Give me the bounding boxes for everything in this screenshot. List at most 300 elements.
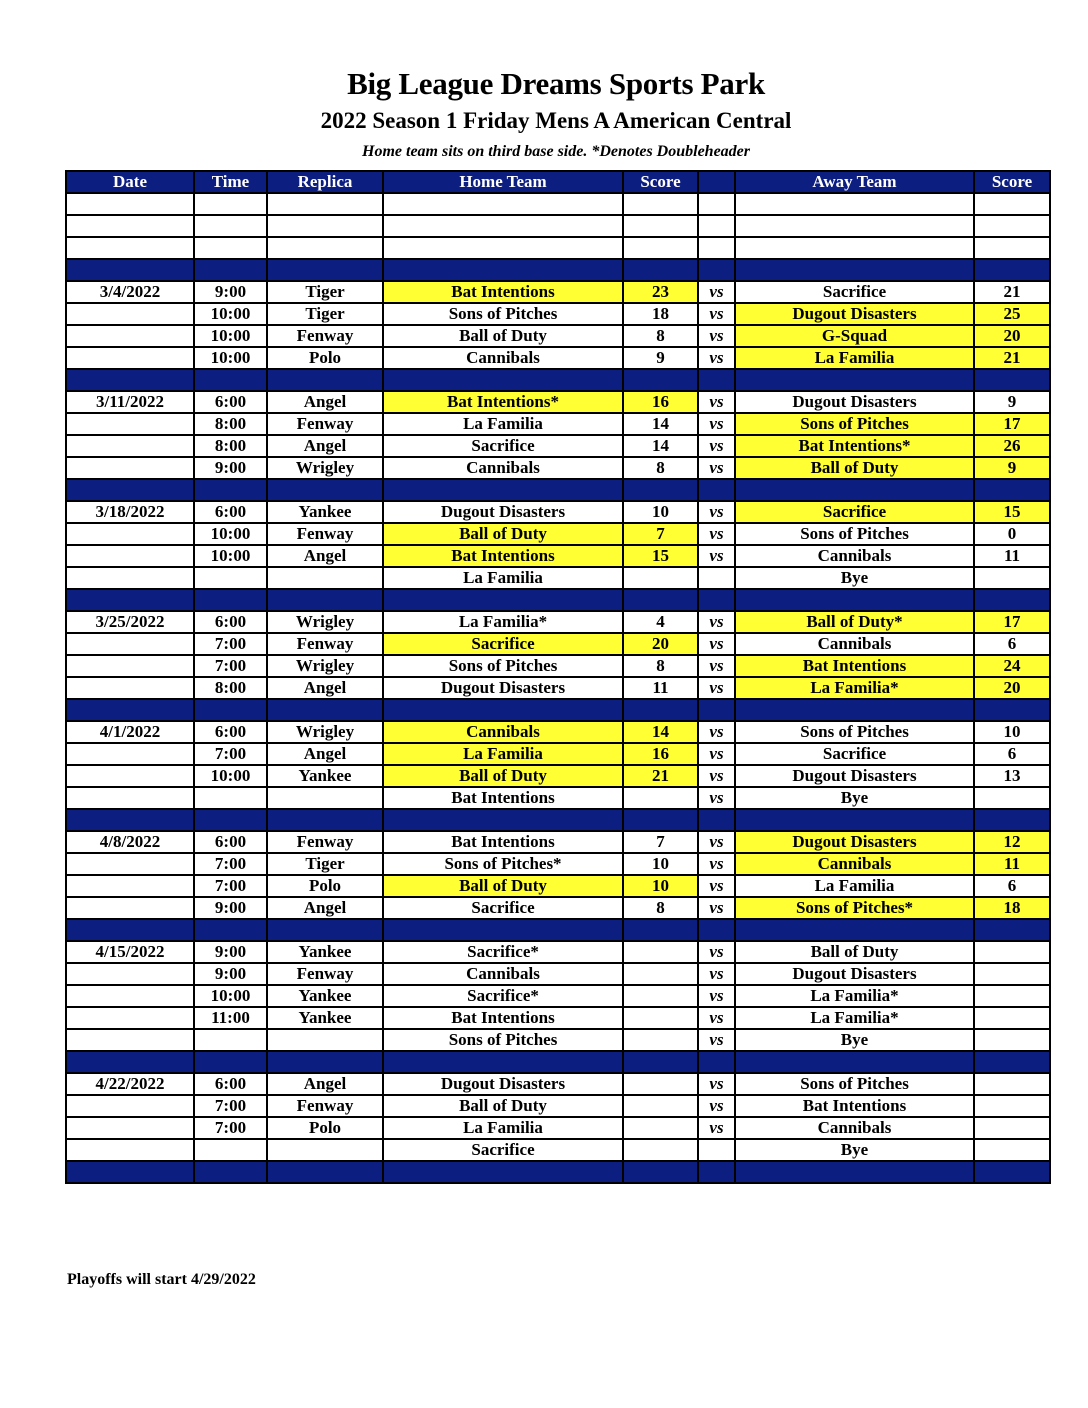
game-row: [66, 941, 1050, 963]
vs-cell: vs: [698, 787, 735, 809]
blank-cell: [698, 193, 735, 215]
separator-cell: [66, 479, 194, 501]
away-score-cell: [974, 941, 1050, 963]
separator-cell: [267, 1051, 383, 1073]
separator-cell: [267, 259, 383, 281]
home-team-cell: La Familia: [383, 1117, 623, 1139]
time-cell: 7:00: [194, 1117, 267, 1139]
separator-cell: [66, 919, 194, 941]
away-score-cell: 17: [974, 413, 1050, 435]
replica-cell: Tiger: [267, 853, 383, 875]
date-cell: [66, 765, 194, 787]
home-team-cell: Bat Intentions: [383, 545, 623, 567]
vs-cell: vs: [698, 677, 735, 699]
week-separator-row: [66, 699, 1050, 721]
blank-cell: [66, 215, 194, 237]
separator-cell: [698, 919, 735, 941]
date-cell: 3/4/2022: [66, 281, 194, 303]
vs-cell: vs: [698, 435, 735, 457]
away-team-cell: Dugout Disasters: [735, 765, 974, 787]
separator-cell: [194, 369, 267, 391]
separator-cell: [194, 919, 267, 941]
replica-cell: Angel: [267, 743, 383, 765]
separator-cell: [698, 1161, 735, 1183]
vs-cell: vs: [698, 413, 735, 435]
vs-cell: vs: [698, 655, 735, 677]
col-header-replica: Replica: [267, 171, 383, 193]
game-row: [66, 347, 1050, 369]
home-score-cell: 7: [623, 831, 698, 853]
separator-cell: [974, 699, 1050, 721]
separator-cell: [735, 809, 974, 831]
time-cell: 8:00: [194, 435, 267, 457]
blank-cell: [735, 237, 974, 259]
home-score-cell: [623, 985, 698, 1007]
replica-cell: Angel: [267, 1073, 383, 1095]
date-cell: 3/25/2022: [66, 611, 194, 633]
separator-cell: [623, 919, 698, 941]
home-score-cell: [623, 941, 698, 963]
separator-cell: [735, 259, 974, 281]
home-team-cell: Ball of Duty: [383, 765, 623, 787]
vs-cell: vs: [698, 303, 735, 325]
col-header-away-score: Score: [974, 171, 1050, 193]
col-header-home-score: Score: [623, 171, 698, 193]
separator-cell: [623, 699, 698, 721]
away-score-cell: [974, 963, 1050, 985]
blank-cell: [735, 193, 974, 215]
separator-cell: [383, 479, 623, 501]
time-cell: 6:00: [194, 611, 267, 633]
separator-cell: [623, 1051, 698, 1073]
replica-cell: [267, 1139, 383, 1161]
replica-cell: Wrigley: [267, 655, 383, 677]
replica-cell: Tiger: [267, 303, 383, 325]
date-cell: [66, 567, 194, 589]
away-score-cell: 21: [974, 347, 1050, 369]
away-score-cell: 11: [974, 545, 1050, 567]
vs-cell: vs: [698, 523, 735, 545]
home-score-cell: 14: [623, 435, 698, 457]
time-cell: 8:00: [194, 413, 267, 435]
home-score-cell: 4: [623, 611, 698, 633]
away-score-cell: 11: [974, 853, 1050, 875]
blank-row: [66, 193, 1050, 215]
away-team-cell: La Familia*: [735, 677, 974, 699]
date-cell: [66, 985, 194, 1007]
date-cell: [66, 963, 194, 985]
week-separator-row: [66, 919, 1050, 941]
separator-cell: [698, 589, 735, 611]
time-cell: [194, 567, 267, 589]
separator-cell: [267, 589, 383, 611]
blank-cell: [735, 215, 974, 237]
away-score-cell: 9: [974, 391, 1050, 413]
away-score-cell: [974, 1139, 1050, 1161]
home-team-cell: Bat Intentions*: [383, 391, 623, 413]
away-score-cell: 25: [974, 303, 1050, 325]
vs-cell: vs: [698, 941, 735, 963]
vs-cell: vs: [698, 347, 735, 369]
time-cell: 11:00: [194, 1007, 267, 1029]
away-team-cell: La Familia: [735, 875, 974, 897]
vs-cell: vs: [698, 963, 735, 985]
away-score-cell: [974, 1073, 1050, 1095]
home-score-cell: [623, 963, 698, 985]
replica-cell: Tiger: [267, 281, 383, 303]
home-score-cell: [623, 1073, 698, 1095]
vs-cell: vs: [698, 1007, 735, 1029]
separator-cell: [267, 479, 383, 501]
date-cell: 4/8/2022: [66, 831, 194, 853]
separator-cell: [267, 919, 383, 941]
away-score-cell: [974, 1117, 1050, 1139]
time-cell: 6:00: [194, 721, 267, 743]
home-score-cell: 23: [623, 281, 698, 303]
separator-cell: [623, 1161, 698, 1183]
time-cell: 7:00: [194, 633, 267, 655]
date-cell: [66, 457, 194, 479]
schedule-body: [66, 193, 1050, 1183]
away-team-cell: Ball of Duty: [735, 457, 974, 479]
separator-cell: [735, 589, 974, 611]
vs-cell: vs: [698, 501, 735, 523]
home-team-cell: Cannibals: [383, 347, 623, 369]
home-team-cell: La Familia: [383, 743, 623, 765]
vs-cell: vs: [698, 897, 735, 919]
home-team-cell: Cannibals: [383, 457, 623, 479]
home-score-cell: 10: [623, 875, 698, 897]
away-team-cell: La Familia*: [735, 1007, 974, 1029]
home-score-cell: [623, 787, 698, 809]
game-row: [66, 303, 1050, 325]
separator-cell: [267, 699, 383, 721]
date-cell: [66, 545, 194, 567]
away-team-cell: La Familia*: [735, 985, 974, 1007]
replica-cell: Wrigley: [267, 457, 383, 479]
separator-cell: [974, 919, 1050, 941]
home-score-cell: [623, 1095, 698, 1117]
away-team-cell: Bat Intentions: [735, 1095, 974, 1117]
separator-cell: [383, 699, 623, 721]
vs-cell: vs: [698, 457, 735, 479]
separator-cell: [267, 369, 383, 391]
replica-cell: Angel: [267, 391, 383, 413]
separator-cell: [194, 699, 267, 721]
time-cell: 7:00: [194, 853, 267, 875]
date-cell: 3/18/2022: [66, 501, 194, 523]
away-team-cell: Dugout Disasters: [735, 303, 974, 325]
home-score-cell: [623, 567, 698, 589]
date-cell: [66, 435, 194, 457]
time-cell: [194, 787, 267, 809]
time-cell: 10:00: [194, 545, 267, 567]
blank-cell: [267, 237, 383, 259]
separator-cell: [66, 369, 194, 391]
blank-cell: [974, 237, 1050, 259]
time-cell: 9:00: [194, 941, 267, 963]
blank-cell: [267, 215, 383, 237]
replica-cell: Angel: [267, 677, 383, 699]
separator-cell: [698, 259, 735, 281]
separator-cell: [698, 369, 735, 391]
away-score-cell: 20: [974, 325, 1050, 347]
away-score-cell: [974, 567, 1050, 589]
time-cell: 7:00: [194, 875, 267, 897]
away-team-cell: Dugout Disasters: [735, 963, 974, 985]
replica-cell: Yankee: [267, 1007, 383, 1029]
home-team-cell: Sacrifice*: [383, 985, 623, 1007]
separator-cell: [974, 479, 1050, 501]
replica-cell: [267, 567, 383, 589]
vs-cell: vs: [698, 611, 735, 633]
time-cell: 9:00: [194, 897, 267, 919]
home-score-cell: 8: [623, 457, 698, 479]
home-score-cell: 16: [623, 391, 698, 413]
vs-cell: vs: [698, 985, 735, 1007]
home-team-cell: La Familia*: [383, 611, 623, 633]
date-cell: [66, 413, 194, 435]
replica-cell: Fenway: [267, 831, 383, 853]
date-cell: [66, 303, 194, 325]
vs-cell: vs: [698, 391, 735, 413]
separator-cell: [383, 259, 623, 281]
game-row: [66, 743, 1050, 765]
game-row: [66, 831, 1050, 853]
away-score-cell: [974, 1095, 1050, 1117]
game-row: [66, 633, 1050, 655]
page-title: Big League Dreams Sports Park: [347, 66, 765, 101]
game-row: [66, 413, 1050, 435]
date-cell: 4/1/2022: [66, 721, 194, 743]
vs-cell: vs: [698, 875, 735, 897]
time-cell: 6:00: [194, 501, 267, 523]
date-cell: 4/22/2022: [66, 1073, 194, 1095]
blank-cell: [383, 193, 623, 215]
separator-cell: [383, 589, 623, 611]
blank-cell: [194, 193, 267, 215]
away-score-cell: [974, 1007, 1050, 1029]
date-cell: [66, 743, 194, 765]
replica-cell: Yankee: [267, 941, 383, 963]
separator-cell: [66, 1051, 194, 1073]
home-team-cell: Sons of Pitches: [383, 1029, 623, 1051]
vs-cell: vs: [698, 545, 735, 567]
game-row: [66, 1029, 1050, 1051]
home-score-cell: 8: [623, 325, 698, 347]
week-separator-row: [66, 1161, 1050, 1183]
time-cell: 10:00: [194, 765, 267, 787]
date-cell: [66, 1007, 194, 1029]
page-subtitle: 2022 Season 1 Friday Mens A American Central: [320, 108, 792, 133]
home-team-cell: Sacrifice*: [383, 941, 623, 963]
blank-cell: [194, 237, 267, 259]
home-team-cell: Cannibals: [383, 721, 623, 743]
home-team-cell: Bat Intentions: [383, 831, 623, 853]
game-row: [66, 325, 1050, 347]
separator-cell: [623, 369, 698, 391]
away-team-cell: Cannibals: [735, 545, 974, 567]
separator-cell: [623, 809, 698, 831]
time-cell: 10:00: [194, 325, 267, 347]
away-team-cell: G-Squad: [735, 325, 974, 347]
home-score-cell: 8: [623, 655, 698, 677]
playoffs-note: Playoffs will start 4/29/2022: [67, 1271, 256, 1288]
home-team-cell: Sacrifice: [383, 633, 623, 655]
separator-cell: [194, 259, 267, 281]
blank-cell: [194, 215, 267, 237]
time-cell: 6:00: [194, 831, 267, 853]
away-team-cell: Ball of Duty: [735, 941, 974, 963]
separator-cell: [735, 699, 974, 721]
separator-cell: [194, 589, 267, 611]
vs-cell: vs: [698, 1073, 735, 1095]
date-cell: [66, 897, 194, 919]
blank-cell: [383, 215, 623, 237]
away-score-cell: 6: [974, 875, 1050, 897]
away-team-cell: Dugout Disasters: [735, 831, 974, 853]
vs-cell: vs: [698, 633, 735, 655]
away-score-cell: 21: [974, 281, 1050, 303]
away-team-cell: Bye: [735, 787, 974, 809]
blank-row: [66, 237, 1050, 259]
vs-cell: vs: [698, 743, 735, 765]
date-cell: [66, 633, 194, 655]
separator-cell: [66, 1161, 194, 1183]
separator-cell: [974, 1161, 1050, 1183]
game-row: [66, 787, 1050, 809]
col-header-away-team: Away Team: [735, 171, 974, 193]
time-cell: [194, 1139, 267, 1161]
separator-cell: [974, 259, 1050, 281]
date-cell: [66, 325, 194, 347]
game-row: [66, 1007, 1050, 1029]
replica-cell: Yankee: [267, 765, 383, 787]
home-score-cell: 8: [623, 897, 698, 919]
week-separator-row: [66, 1051, 1050, 1073]
home-team-cell: Sons of Pitches: [383, 303, 623, 325]
game-row: [66, 545, 1050, 567]
away-team-cell: Bye: [735, 567, 974, 589]
home-score-cell: 7: [623, 523, 698, 545]
away-score-cell: 9: [974, 457, 1050, 479]
time-cell: 9:00: [194, 281, 267, 303]
blank-cell: [383, 237, 623, 259]
time-cell: [194, 1029, 267, 1051]
game-row: [66, 281, 1050, 303]
vs-cell: vs: [698, 1029, 735, 1051]
col-header-vs: [698, 171, 735, 193]
away-team-cell: Sons of Pitches: [735, 1073, 974, 1095]
vs-cell: vs: [698, 325, 735, 347]
away-team-cell: Cannibals: [735, 1117, 974, 1139]
separator-cell: [735, 369, 974, 391]
away-score-cell: 26: [974, 435, 1050, 457]
away-team-cell: Cannibals: [735, 853, 974, 875]
away-team-cell: Bat Intentions*: [735, 435, 974, 457]
date-cell: [66, 1095, 194, 1117]
away-team-cell: Sacrifice: [735, 281, 974, 303]
header-row: [66, 171, 1050, 193]
replica-cell: Fenway: [267, 963, 383, 985]
home-score-cell: 11: [623, 677, 698, 699]
home-score-cell: [623, 1117, 698, 1139]
away-score-cell: 17: [974, 611, 1050, 633]
separator-cell: [267, 1161, 383, 1183]
blank-row: [66, 215, 1050, 237]
date-cell: [66, 787, 194, 809]
date-cell: [66, 523, 194, 545]
game-row: [66, 611, 1050, 633]
time-cell: 6:00: [194, 1073, 267, 1095]
separator-cell: [735, 919, 974, 941]
away-score-cell: 10: [974, 721, 1050, 743]
separator-cell: [698, 809, 735, 831]
game-row: [66, 875, 1050, 897]
home-score-cell: [623, 1139, 698, 1161]
home-team-cell: La Familia: [383, 567, 623, 589]
home-score-cell: 20: [623, 633, 698, 655]
replica-cell: Angel: [267, 545, 383, 567]
replica-cell: [267, 787, 383, 809]
home-team-cell: Bat Intentions: [383, 281, 623, 303]
game-row: [66, 567, 1050, 589]
game-row: [66, 435, 1050, 457]
away-team-cell: La Familia: [735, 347, 974, 369]
home-team-cell: Ball of Duty: [383, 325, 623, 347]
away-score-cell: [974, 787, 1050, 809]
date-cell: 3/11/2022: [66, 391, 194, 413]
separator-cell: [735, 479, 974, 501]
game-row: [66, 1139, 1050, 1161]
away-team-cell: Sons of Pitches: [735, 523, 974, 545]
replica-cell: Angel: [267, 897, 383, 919]
date-cell: [66, 677, 194, 699]
time-cell: 10:00: [194, 303, 267, 325]
game-row: [66, 963, 1050, 985]
separator-cell: [383, 919, 623, 941]
away-team-cell: Cannibals: [735, 633, 974, 655]
date-cell: 4/15/2022: [66, 941, 194, 963]
separator-cell: [623, 259, 698, 281]
vs-cell: vs: [698, 721, 735, 743]
schedule-note: Home team sits on third base side. *Denotes Doubleheader: [362, 143, 750, 160]
away-score-cell: 18: [974, 897, 1050, 919]
away-score-cell: [974, 1029, 1050, 1051]
game-row: [66, 897, 1050, 919]
home-team-cell: Dugout Disasters: [383, 1073, 623, 1095]
blank-cell: [974, 193, 1050, 215]
date-cell: [66, 875, 194, 897]
separator-cell: [194, 1161, 267, 1183]
replica-cell: Polo: [267, 875, 383, 897]
time-cell: 7:00: [194, 1095, 267, 1117]
week-separator-row: [66, 589, 1050, 611]
schedule-table: [65, 170, 1051, 1184]
separator-cell: [698, 699, 735, 721]
vs-cell: vs: [698, 831, 735, 853]
date-cell: [66, 1117, 194, 1139]
home-team-cell: Bat Intentions: [383, 787, 623, 809]
time-cell: 10:00: [194, 523, 267, 545]
vs-cell: vs: [698, 281, 735, 303]
time-cell: 9:00: [194, 963, 267, 985]
replica-cell: Wrigley: [267, 721, 383, 743]
game-row: [66, 985, 1050, 1007]
vs-cell: vs: [698, 1117, 735, 1139]
replica-cell: Fenway: [267, 633, 383, 655]
game-row: [66, 1095, 1050, 1117]
